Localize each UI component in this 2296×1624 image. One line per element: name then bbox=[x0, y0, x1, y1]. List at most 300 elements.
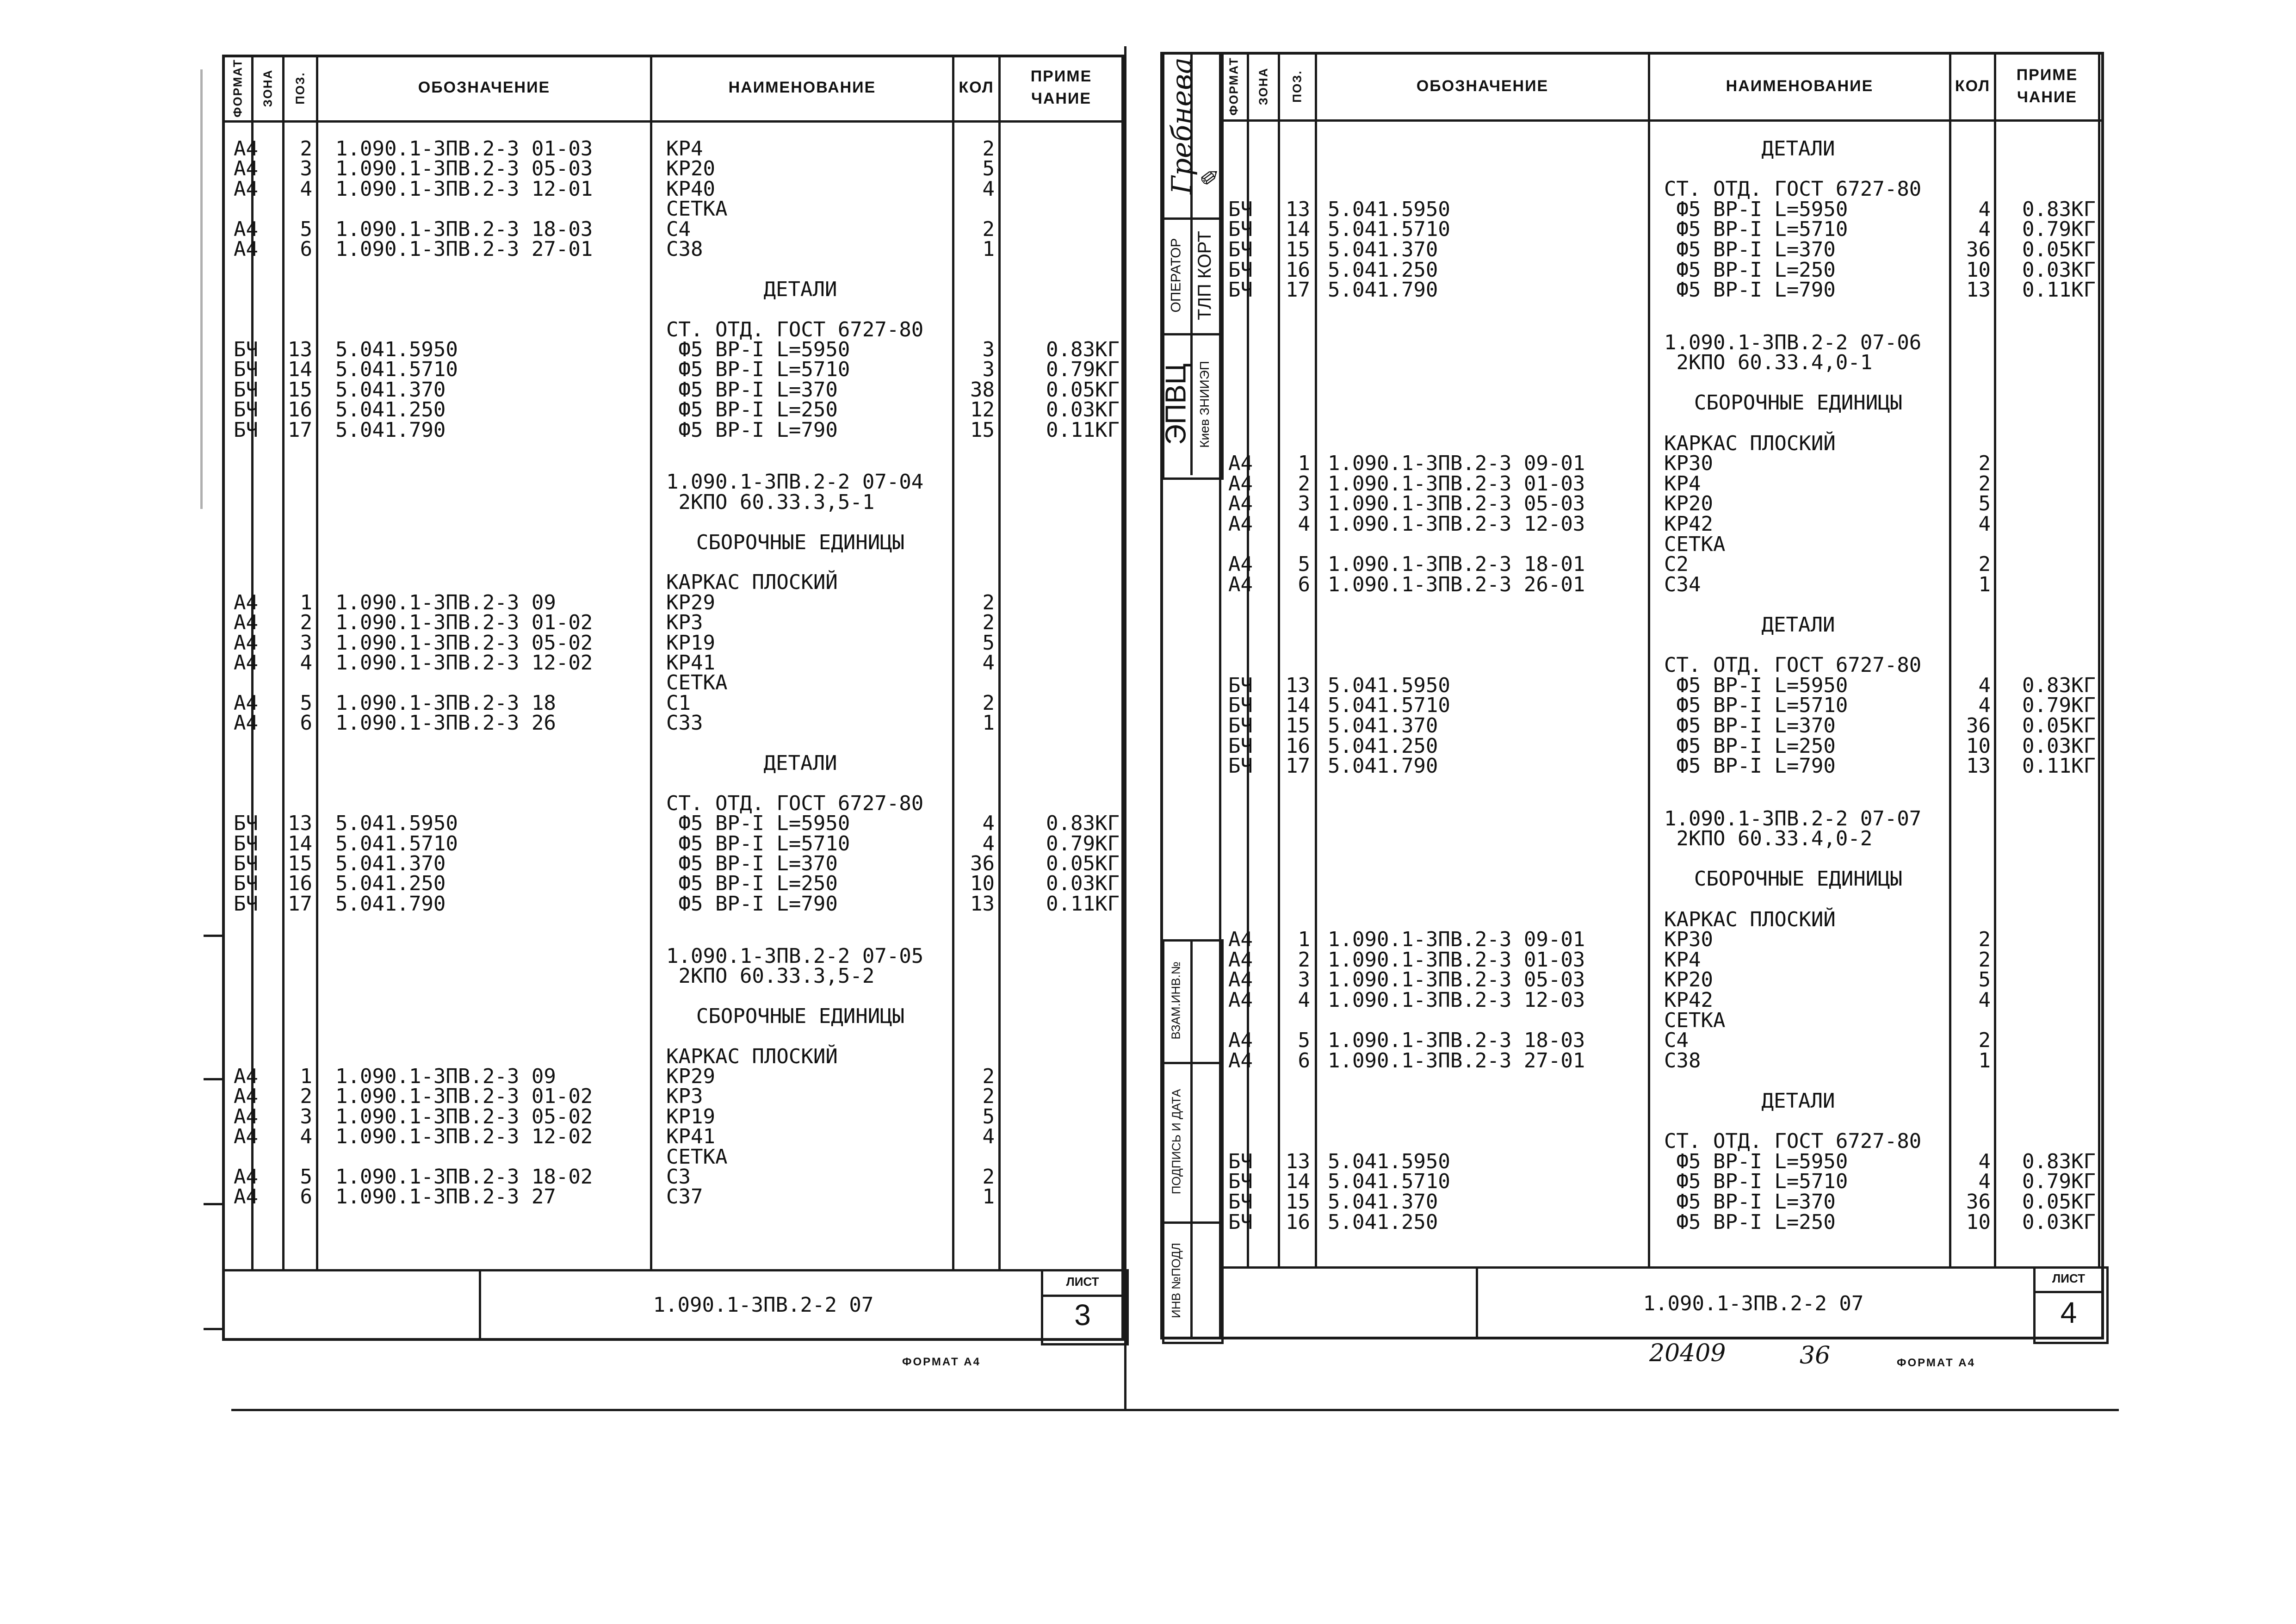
right-header-format: ФОРМАТ bbox=[1227, 57, 1241, 116]
row-position: 3 bbox=[1298, 968, 1310, 992]
row-name: СТ. ОТД. ГОСТ 6727-80 bbox=[1664, 177, 1922, 201]
right-header-name: НАИМЕНОВАНИЕ bbox=[1726, 77, 1874, 95]
row-designation: 1.090.1-3ПВ.2-3 01-02 bbox=[335, 1085, 593, 1109]
row-position: 5 bbox=[300, 217, 312, 241]
right-col-line bbox=[1278, 52, 1280, 1266]
right-sheet-box-line bbox=[2033, 1291, 2104, 1293]
row-designation: 5.041.370 bbox=[1328, 713, 1438, 738]
row-designation: 1.090.1-3ПВ.2-3 27-01 bbox=[1328, 1048, 1585, 1072]
left-margin-mark bbox=[200, 69, 203, 509]
row-name: СЕТКА bbox=[1664, 532, 1726, 556]
row-note: 0.83КГ bbox=[2022, 197, 2096, 221]
row-name: Ф5 ВР-I L=370 bbox=[1664, 713, 1836, 738]
row-quantity: 2 bbox=[982, 137, 995, 161]
row-name: СЕТКА bbox=[666, 197, 728, 221]
row-designation: 1.090.1-3ПВ.2-3 18-03 bbox=[335, 217, 593, 241]
row-designation: 1.090.1-3ПВ.2-3 09-01 bbox=[1328, 452, 1585, 476]
row-quantity: 2 bbox=[1978, 552, 1991, 576]
row-name: Ф5 ВР-I L=370 bbox=[666, 852, 838, 876]
row-name: Ф5 ВР-I L=370 bbox=[666, 378, 838, 402]
row-quantity: 4 bbox=[1978, 1149, 1991, 1173]
row-position: 2 bbox=[300, 1085, 312, 1109]
left-header-name: НАИМЕНОВАНИЕ bbox=[728, 79, 876, 97]
row-position: 16 bbox=[1286, 1210, 1310, 1234]
row-name: КР3 bbox=[666, 611, 703, 635]
row-name: КР40 bbox=[666, 177, 715, 201]
left-header-note-1: ПРИМЕ bbox=[1030, 68, 1092, 86]
row-name: С37 bbox=[666, 1185, 703, 1209]
row-quantity: 4 bbox=[982, 812, 995, 836]
row-position: 16 bbox=[288, 872, 312, 896]
row-name: Ф5 ВР-I L=5950 bbox=[666, 338, 850, 361]
row-position: 2 bbox=[300, 137, 312, 161]
row-format: БЧ bbox=[1228, 734, 1253, 758]
row-designation: 1.090.1-3ПВ.2-3 12-02 bbox=[335, 651, 593, 675]
row-name: Ф5 ВР-I L=5710 bbox=[1664, 217, 1848, 242]
row-quantity: 1 bbox=[982, 1185, 995, 1209]
row-name: КР3 bbox=[666, 1085, 703, 1109]
row-format: БЧ bbox=[234, 378, 258, 402]
row-name: КР29 bbox=[666, 1065, 715, 1089]
section-heading: СБОРОЧНЫЕ ЕДИНИЦЫ bbox=[696, 1004, 905, 1028]
center-fold-line bbox=[1124, 46, 1126, 1411]
row-name: КАРКАС ПЛОСКИЙ bbox=[1664, 907, 1836, 931]
row-designation: 5.041.5710 bbox=[1328, 694, 1450, 718]
row-note: 0.11КГ bbox=[1046, 418, 1120, 442]
row-designation: 1.090.1-3ПВ.2-3 12-03 bbox=[1328, 512, 1585, 536]
row-position: 2 bbox=[1298, 948, 1310, 972]
operator-label: ОПЕРАТОР bbox=[1168, 238, 1184, 313]
row-note: 0.79КГ bbox=[1046, 831, 1120, 855]
row-name: СТ. ОТД. ГОСТ 6727-80 bbox=[1664, 653, 1922, 677]
row-position: 6 bbox=[300, 711, 312, 735]
row-designation: 1.090.1-3ПВ.2-3 09 bbox=[335, 1065, 556, 1089]
row-designation: 5.041.370 bbox=[335, 378, 446, 402]
left-sheet-box-line bbox=[1041, 1295, 1124, 1297]
row-format: А4 bbox=[234, 137, 258, 161]
row-designation: 5.041.250 bbox=[1328, 734, 1438, 758]
row-quantity: 5 bbox=[1978, 968, 1991, 992]
row-position: 17 bbox=[1286, 278, 1310, 302]
row-note: 0.03КГ bbox=[2022, 1210, 2096, 1234]
left-header-note-2: ЧАНИЕ bbox=[1031, 90, 1092, 107]
row-quantity: 2 bbox=[982, 1085, 995, 1109]
left-header-zone: ЗОНА bbox=[260, 69, 275, 107]
row-position: 4 bbox=[1298, 988, 1310, 1012]
row-name: КР20 bbox=[666, 157, 715, 181]
row-name: С38 bbox=[1664, 1048, 1701, 1072]
row-quantity: 4 bbox=[982, 1125, 995, 1149]
row-name: КР19 bbox=[666, 631, 715, 655]
row-note: 0.03КГ bbox=[2022, 258, 2096, 282]
row-position: 3 bbox=[1298, 492, 1310, 516]
row-format: А4 bbox=[234, 1065, 258, 1089]
row-note: 0.11КГ bbox=[2022, 754, 2096, 778]
row-designation: 5.041.370 bbox=[335, 852, 446, 876]
row-position: 14 bbox=[288, 831, 312, 855]
row-note: 0.05КГ bbox=[2022, 713, 2096, 738]
row-name: Ф5 ВР-I L=5950 bbox=[666, 812, 850, 836]
row-format: А4 bbox=[1228, 928, 1253, 952]
row-name: КР30 bbox=[1664, 928, 1713, 952]
row-quantity: 1 bbox=[1978, 1048, 1991, 1072]
row-position: 14 bbox=[1286, 694, 1310, 718]
row-designation: 5.041.370 bbox=[1328, 238, 1438, 261]
row-name: КАРКАС ПЛОСКИЙ bbox=[666, 1044, 838, 1068]
row-note: 0.83КГ bbox=[1046, 338, 1120, 361]
row-designation: 5.041.250 bbox=[1328, 258, 1438, 282]
row-quantity: 4 bbox=[982, 651, 995, 675]
row-quantity: 5 bbox=[1978, 492, 1991, 516]
left-col-line bbox=[316, 55, 318, 1269]
row-position: 17 bbox=[1286, 754, 1310, 778]
row-quantity: 36 bbox=[1966, 238, 1991, 261]
row-format: БЧ bbox=[234, 852, 258, 876]
row-quantity: 36 bbox=[1966, 713, 1991, 738]
row-name: КР4 bbox=[1664, 948, 1701, 972]
row-name: КР42 bbox=[1664, 512, 1713, 536]
row-designation: 5.041.790 bbox=[1328, 278, 1438, 302]
row-quantity: 2 bbox=[1978, 1029, 1991, 1053]
left-header-note bbox=[1001, 56, 1122, 120]
row-note: 0.05КГ bbox=[2022, 1190, 2096, 1214]
row-position: 6 bbox=[300, 1185, 312, 1209]
row-quantity: 1 bbox=[982, 237, 995, 261]
row-position: 6 bbox=[300, 237, 312, 261]
row-quantity: 4 bbox=[1978, 197, 1991, 221]
row-quantity: 2 bbox=[1978, 452, 1991, 476]
row-position: 13 bbox=[288, 812, 312, 836]
row-designation: 5.041.5710 bbox=[1328, 217, 1450, 242]
row-format: А4 bbox=[1228, 552, 1253, 576]
row-name: КР41 bbox=[666, 1125, 715, 1149]
row-designation: 5.041.790 bbox=[1328, 754, 1438, 778]
row-quantity: 10 bbox=[1966, 1210, 1991, 1234]
row-format: БЧ bbox=[1228, 1190, 1253, 1214]
row-position: 14 bbox=[1286, 217, 1310, 242]
row-name: С4 bbox=[666, 217, 691, 241]
right-format-label: ФОРМАТ А4 bbox=[1897, 1357, 1975, 1369]
row-format: А4 bbox=[1228, 572, 1253, 596]
row-format: БЧ bbox=[1228, 1210, 1253, 1234]
row-name: КР41 bbox=[666, 651, 715, 675]
row-name: Ф5 ВР-I L=5710 bbox=[1664, 694, 1848, 718]
row-name: КР29 bbox=[666, 590, 715, 614]
row-name: Ф5 ВР-I L=370 bbox=[1664, 238, 1836, 261]
row-designation: 5.041.5950 bbox=[335, 338, 458, 361]
row-format: А4 bbox=[234, 691, 258, 715]
left-header-designation: ОБОЗНАЧЕНИЕ bbox=[418, 79, 551, 97]
left-sheet-label: ЛИСТ bbox=[1066, 1275, 1099, 1289]
row-note: 0.05КГ bbox=[1046, 378, 1120, 402]
left-margin-tick bbox=[204, 1328, 222, 1330]
row-format: А4 bbox=[234, 1165, 258, 1189]
row-name: КР30 bbox=[1664, 452, 1713, 476]
right-header-note-2: ЧАНИЕ bbox=[2017, 88, 2078, 106]
row-format: А4 bbox=[234, 1125, 258, 1149]
row-quantity: 4 bbox=[1978, 673, 1991, 697]
row-quantity: 3 bbox=[982, 338, 995, 361]
row-quantity: 2 bbox=[982, 611, 995, 635]
row-name: Ф5 ВР-I L=5710 bbox=[666, 831, 850, 855]
row-designation: 5.041.5710 bbox=[1328, 1170, 1450, 1194]
row-note: 0.79КГ bbox=[2022, 694, 2096, 718]
row-note: 0.83КГ bbox=[2022, 1149, 2096, 1173]
row-quantity: 5 bbox=[982, 631, 995, 655]
row-designation: 1.090.1-3ПВ.2-3 09-01 bbox=[1328, 928, 1585, 952]
row-format: БЧ bbox=[234, 338, 258, 361]
row-name: Ф5 ВР-I L=790 bbox=[666, 892, 838, 916]
row-designation: 1.090.1-3ПВ.2-3 01-02 bbox=[335, 611, 593, 635]
row-designation: 1.090.1-3ПВ.2-3 12-03 bbox=[1328, 988, 1585, 1012]
row-format: БЧ bbox=[1228, 258, 1253, 282]
row-quantity: 36 bbox=[1966, 1190, 1991, 1214]
row-note: 0.03КГ bbox=[1046, 398, 1120, 422]
row-format: БЧ bbox=[1228, 1149, 1253, 1173]
row-name: Ф5 ВР-I L=250 bbox=[1664, 258, 1836, 282]
row-designation: 5.041.5710 bbox=[335, 358, 458, 382]
row-designation: 5.041.790 bbox=[335, 892, 446, 916]
operator-signature-name: Гребнева bbox=[1166, 57, 1198, 194]
row-position: 2 bbox=[1298, 471, 1310, 496]
row-designation: 1.090.1-3ПВ.2-3 26 bbox=[335, 711, 556, 735]
row-designation: 1.090.1-3ПВ.2-3 12-02 bbox=[335, 1125, 593, 1149]
row-quantity: 13 bbox=[970, 892, 995, 916]
row-position: 13 bbox=[1286, 673, 1310, 697]
row-designation: 1.090.1-3ПВ.2-3 01-03 bbox=[1328, 948, 1585, 972]
row-designation: 1.090.1-3ПВ.2-3 27 bbox=[335, 1185, 556, 1209]
row-designation: 1.090.1-3ПВ.2-3 18-03 bbox=[1328, 1029, 1585, 1053]
row-position: 1 bbox=[1298, 928, 1310, 952]
right-header-zone: ЗОНА bbox=[1256, 67, 1270, 105]
row-quantity: 2 bbox=[982, 691, 995, 715]
left-margin-tick bbox=[204, 1078, 222, 1080]
row-format: А4 bbox=[234, 651, 258, 675]
left-document-code: 1.090.1-3ПВ.2-2 07 bbox=[653, 1293, 874, 1317]
row-position: 5 bbox=[300, 1165, 312, 1189]
row-quantity: 13 bbox=[1966, 754, 1991, 778]
row-format: А4 bbox=[234, 177, 258, 201]
row-designation: 1.090.1-3ПВ.2-3 18-02 bbox=[335, 1165, 593, 1189]
row-format: БЧ bbox=[1228, 1170, 1253, 1194]
row-name: Ф5 ВР-I L=5950 bbox=[1664, 673, 1848, 697]
row-name: СЕТКА bbox=[666, 1145, 728, 1169]
section-heading: ДЕТАЛИ bbox=[1761, 137, 1835, 161]
row-name: КР42 bbox=[1664, 988, 1713, 1012]
section-heading: СБОРОЧНЫЕ ЕДИНИЦЫ bbox=[1694, 391, 1903, 415]
row-name: КР4 bbox=[666, 137, 703, 161]
row-name: Ф5 ВР-I L=250 bbox=[1664, 734, 1836, 758]
row-quantity: 2 bbox=[982, 1065, 995, 1089]
row-position: 16 bbox=[1286, 258, 1310, 282]
row-name: КАРКАС ПЛОСКИЙ bbox=[1664, 431, 1836, 455]
right-header-line bbox=[1219, 119, 2104, 122]
row-quantity: 2 bbox=[1978, 471, 1991, 496]
row-quantity: 10 bbox=[970, 872, 995, 896]
inventory-strip-line bbox=[1190, 939, 1193, 1339]
row-position: 4 bbox=[300, 651, 312, 675]
row-name: КР19 bbox=[666, 1104, 715, 1128]
row-name: Ф5 ВР-I L=250 bbox=[666, 398, 838, 422]
row-name: СЕТКА bbox=[1664, 1008, 1726, 1032]
row-position: 5 bbox=[300, 691, 312, 715]
row-designation: 1.090.1-3ПВ.2-3 05-03 bbox=[335, 157, 593, 181]
row-format: А4 bbox=[1228, 968, 1253, 992]
row-designation: 5.041.5950 bbox=[1328, 1149, 1450, 1173]
right-col-line bbox=[1315, 52, 1317, 1266]
row-name: Ф5 ВР-I L=790 bbox=[666, 418, 838, 442]
row-note: 0.11КГ bbox=[2022, 278, 2096, 302]
row-position: 4 bbox=[300, 177, 312, 201]
row-quantity: 1 bbox=[1978, 572, 1991, 596]
row-designation: 1.090.1-3ПВ.2-3 26-01 bbox=[1328, 572, 1585, 596]
row-designation: 1.090.1-3ПВ.2-3 27-01 bbox=[335, 237, 593, 261]
row-name: С34 bbox=[1664, 572, 1701, 596]
row-position: 15 bbox=[1286, 713, 1310, 738]
left-header-format: ФОРМАТ bbox=[230, 58, 245, 118]
left-header-line bbox=[222, 120, 1124, 123]
row-name: Ф5 ВР-I L=5950 bbox=[1664, 1149, 1848, 1173]
row-quantity: 5 bbox=[982, 1104, 995, 1128]
row-name: КАРКАС ПЛОСКИЙ bbox=[666, 570, 838, 595]
row-format: А4 bbox=[234, 1104, 258, 1128]
row-format: А4 bbox=[1228, 1029, 1253, 1053]
row-designation: 1.090.1-3ПВ.2-3 01-03 bbox=[335, 137, 593, 161]
row-position: 13 bbox=[1286, 197, 1310, 221]
row-name: СТ. ОТД. ГОСТ 6727-80 bbox=[1664, 1129, 1922, 1153]
row-position: 15 bbox=[288, 852, 312, 876]
section-heading: СБОРОЧНЫЕ ЕДИНИЦЫ bbox=[1694, 867, 1903, 891]
row-name: КР20 bbox=[1664, 968, 1713, 992]
row-name: КР4 bbox=[1664, 471, 1701, 496]
right-sheet-label: ЛИСТ bbox=[2052, 1271, 2085, 1285]
row-note: 0.05КГ bbox=[1046, 852, 1120, 876]
row-format: А4 bbox=[1228, 948, 1253, 972]
archive-page: 36 bbox=[1800, 1342, 1831, 1370]
row-designation: 1.090.1-3ПВ.2-3 18 bbox=[335, 691, 556, 715]
row-quantity: 4 bbox=[1978, 512, 1991, 536]
row-designation: 5.041.5950 bbox=[1328, 673, 1450, 697]
row-position: 6 bbox=[1298, 572, 1310, 596]
row-format: БЧ bbox=[234, 892, 258, 916]
row-format: А4 bbox=[1228, 471, 1253, 496]
row-name: 2КПО 60.33.4,0-2 bbox=[1664, 827, 1873, 851]
row-quantity: 4 bbox=[982, 177, 995, 201]
row-quantity: 10 bbox=[1966, 734, 1991, 758]
row-position: 14 bbox=[288, 358, 312, 382]
archive-number: 20409 bbox=[1649, 1339, 1726, 1367]
row-format: БЧ bbox=[1228, 197, 1253, 221]
right-header-qty: КОЛ bbox=[1955, 77, 1991, 95]
left-header-pos: ПОЗ. bbox=[293, 71, 307, 105]
row-designation: 1.090.1-3ПВ.2-3 05-03 bbox=[1328, 968, 1585, 992]
row-format: А4 bbox=[1228, 452, 1253, 476]
row-quantity: 13 bbox=[1966, 278, 1991, 302]
right-col-line bbox=[1648, 52, 1650, 1266]
row-format: А4 bbox=[1228, 512, 1253, 536]
kiev-label: Киев ЗНИИЭП bbox=[1197, 360, 1212, 448]
row-quantity: 4 bbox=[1978, 694, 1991, 718]
left-header-qty: КОЛ bbox=[959, 79, 994, 97]
row-quantity: 4 bbox=[1978, 217, 1991, 242]
section-heading: ДЕТАЛИ bbox=[1761, 613, 1835, 637]
right-col-line bbox=[2098, 52, 2100, 1266]
row-position: 13 bbox=[1286, 1149, 1310, 1173]
row-format: БЧ bbox=[234, 418, 258, 442]
row-designation: 1.090.1-3ПВ.2-3 05-02 bbox=[335, 631, 593, 655]
row-name: СТ. ОТД. ГОСТ 6727-80 bbox=[666, 317, 924, 341]
row-designation: 1.090.1-3ПВ.2-3 05-03 bbox=[1328, 492, 1585, 516]
row-designation: 1.090.1-3ПВ.2-3 18-01 bbox=[1328, 552, 1585, 576]
row-format: А4 bbox=[234, 157, 258, 181]
section-heading: ДЕТАЛИ bbox=[763, 277, 837, 301]
section-heading: ДЕТАЛИ bbox=[763, 751, 837, 775]
row-designation: 5.041.5950 bbox=[1328, 197, 1450, 221]
row-format: БЧ bbox=[234, 358, 258, 382]
right-header-pos: ПОЗ. bbox=[1290, 70, 1304, 103]
left-sheet-number: 3 bbox=[1074, 1298, 1091, 1332]
epvc-label: ЭПВЦ bbox=[1160, 363, 1192, 445]
row-name: С4 bbox=[1664, 1029, 1689, 1053]
row-note: 0.83КГ bbox=[1046, 812, 1120, 836]
row-name: С33 bbox=[666, 711, 703, 735]
row-note: 0.79КГ bbox=[2022, 217, 2096, 242]
row-position: 16 bbox=[288, 398, 312, 422]
left-format-label: ФОРМАТ А4 bbox=[902, 1356, 981, 1368]
row-name: Ф5 ВР-I L=5710 bbox=[1664, 1170, 1848, 1194]
row-format: БЧ bbox=[1228, 754, 1253, 778]
operator-signature: ✎ bbox=[1196, 168, 1225, 190]
row-position: 3 bbox=[300, 631, 312, 655]
row-quantity: 2 bbox=[1978, 948, 1991, 972]
row-name: 1.090.1-3ПВ.2-2 07-04 bbox=[666, 470, 924, 494]
right-sheet-number: 4 bbox=[2060, 1296, 2077, 1329]
row-quantity: 10 bbox=[1966, 258, 1991, 282]
row-quantity: 3 bbox=[982, 358, 995, 382]
row-position: 17 bbox=[288, 418, 312, 442]
row-position: 4 bbox=[1298, 512, 1310, 536]
replace-inventory-label: ВЗАМ.ИНВ.№ bbox=[1169, 961, 1183, 1040]
row-format: БЧ bbox=[234, 831, 258, 855]
row-position: 16 bbox=[1286, 734, 1310, 758]
row-position: 17 bbox=[288, 892, 312, 916]
row-format: БЧ bbox=[1228, 278, 1253, 302]
left-margin-tick bbox=[204, 1203, 222, 1205]
row-position: 1 bbox=[1298, 452, 1310, 476]
row-format: А4 bbox=[1228, 988, 1253, 1012]
right-header-note-1: ПРИМЕ bbox=[2016, 66, 2078, 84]
row-name: С1 bbox=[666, 691, 691, 715]
signature-date-label: ПОДПИСЬ И ДАТА bbox=[1169, 1089, 1183, 1195]
left-col-line bbox=[998, 55, 1001, 1269]
row-quantity: 36 bbox=[970, 852, 995, 876]
row-format: БЧ bbox=[234, 398, 258, 422]
right-header-designation: ОБОЗНАЧЕНИЕ bbox=[1416, 77, 1549, 95]
row-designation: 5.041.250 bbox=[335, 398, 446, 422]
row-position: 1 bbox=[300, 1065, 312, 1089]
row-designation: 5.041.370 bbox=[1328, 1190, 1438, 1214]
row-quantity: 38 bbox=[970, 378, 995, 402]
row-name: КР20 bbox=[1664, 492, 1713, 516]
row-format: А4 bbox=[1228, 1048, 1253, 1072]
row-format: А4 bbox=[1228, 492, 1253, 516]
row-quantity: 5 bbox=[982, 157, 995, 181]
row-format: А4 bbox=[234, 237, 258, 261]
row-format: БЧ bbox=[1228, 217, 1253, 242]
row-quantity: 4 bbox=[1978, 988, 1991, 1012]
right-document-code: 1.090.1-3ПВ.2-2 07 bbox=[1643, 1291, 1864, 1315]
row-designation: 5.041.250 bbox=[1328, 1210, 1438, 1234]
